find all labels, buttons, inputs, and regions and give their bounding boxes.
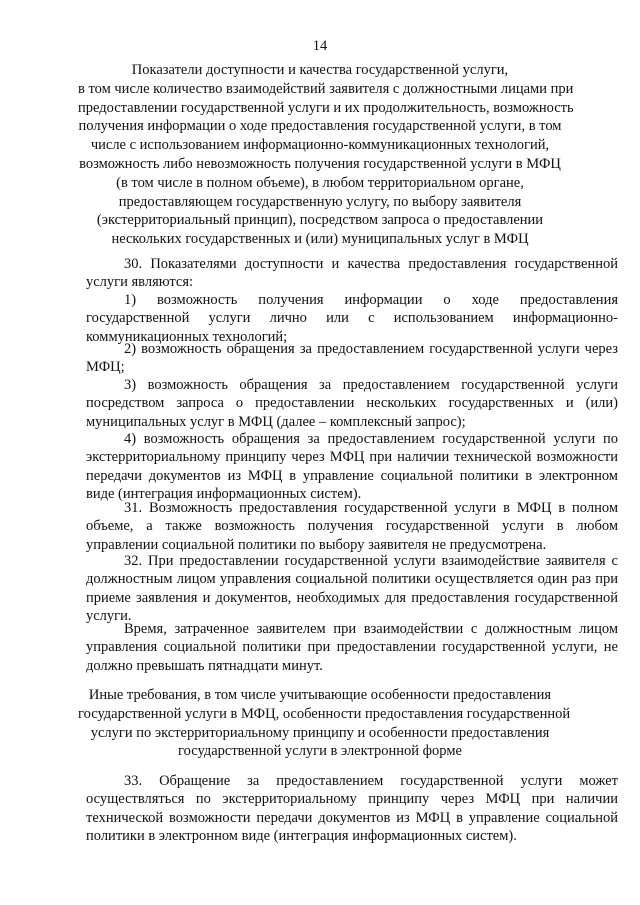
- heading-line: нескольких государственных и (или) муниципальных услуг в МФЦ: [111, 231, 529, 248]
- heading-line: Показатели доступности и качества государственной услуги,: [131, 62, 509, 78]
- list-item-1: 1) возможность получения информации о ходе предоставления государственной услуги лично или с использованием информационно-коммуникационных технологий;: [86, 292, 618, 345]
- section-heading-other-requirements: [78, 686, 571, 761]
- heading-line: предоставлении государственной услуги и их продолжительность, возможность: [78, 99, 574, 116]
- heading-line: государственной услуги в МФЦ, особенности предоставления государственной: [78, 705, 571, 722]
- paragraph-31: 31. Возможность предоставления государственной услуги в МФЦ в полном объеме, а также возможность получения государственной услуги в любом управлении социальной политики по выбору заявителя не предусмотрена.: [86, 500, 618, 553]
- heading-line: числе с использованием информационно-коммуникационных технологий,: [90, 137, 550, 154]
- list-item-3: 3) возможность обращения за предоставлением государственной услуги посредством запроса о предоставлении нескольких государственных и (или) муниципальных услуг в МФЦ (далее – комплексный запрос);: [86, 377, 618, 430]
- paragraph-33: 33. Обращение за предоставлением государственной услуги может осуществляться по экстерриториальному принципу через МФЦ при наличии технической возможности передачи документов из МФЦ в управление социальной политики в электронном виде (интеграция информационных систем).: [86, 773, 618, 844]
- page-number: 14: [312, 38, 328, 54]
- heading-line: (в том числе в полном объеме), в любом территориальном органе,: [116, 174, 524, 191]
- heading-line: предоставляющем государственную услугу, по выбору заявителя: [118, 193, 522, 210]
- list-item-4: 4) возможность обращения за предоставлением государственной услуги по экстерриториальному принципу через МФЦ при наличии технической возможности передачи документов из МФЦ в управление социальной политики в электронном виде (интеграция информационных систем).: [86, 431, 618, 502]
- section-heading-accessibility: [78, 61, 574, 249]
- heading-line: (экстерриториальный принцип), посредством запроса о предоставлении: [96, 212, 544, 229]
- heading-line: Иные требования, в том числе учитывающие особенности предоставления: [88, 687, 552, 703]
- heading-line: возможность либо невозможность получения государственной услуги в МФЦ: [79, 155, 561, 172]
- paragraph-30: 30. Показателями доступности и качества предоставления государственной услуги являются:: [86, 256, 618, 291]
- heading-line: получения информации о ходе предоставления государственной услуги, в том: [78, 118, 562, 135]
- heading-line: услуги по экстерриториальному принципу и особенности предоставления: [90, 724, 550, 741]
- heading-line: государственной услуги в электронной форме: [178, 743, 462, 760]
- paragraph-time: Время, затраченное заявителем при взаимодействии с должностным лицом управления социальной политики при предоставлении государственной услуги, не должно превышать пятнадцати минут.: [86, 621, 618, 674]
- paragraph-32: 32. При предоставлении государственной услуги взаимодействие заявителя с должностным лицом управления социальной политики осуществляется один раз при приеме заявления и документов, необходимых для предоставления государственной услуги.: [86, 553, 618, 624]
- heading-line: в том числе количество взаимодействий заявителя с должностными лицами при: [78, 80, 574, 97]
- list-item-2: 2) возможность обращения за предоставлением государственной услуги через МФЦ;: [86, 341, 618, 376]
